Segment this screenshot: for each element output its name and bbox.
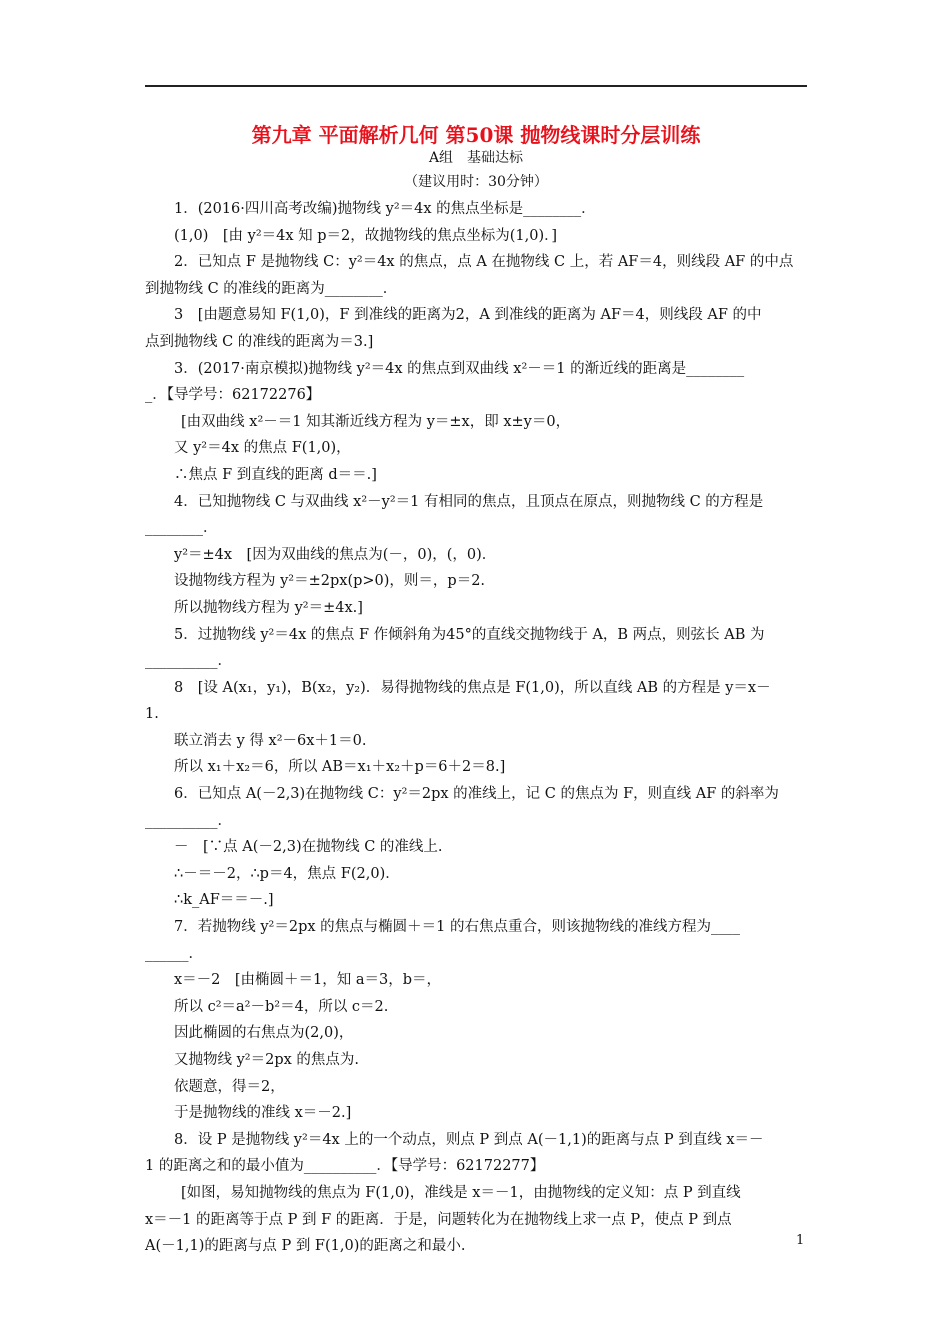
page-title: 第九章 平面解析几何 第50课 抛物线课时分层训练 <box>251 123 701 147</box>
q2-text: 2．已知点 F 是抛物线 C：y²＝4x 的焦点，点 A 在抛物线 C 上，若 AF＝4，则线段 AF 的中点 <box>174 254 794 271</box>
q3-answer: [由双曲线 x²－＝1 知其渐近线方程为 y＝±x，即 x±y＝0， <box>181 413 571 430</box>
q2-text-cont: 到抛物线 C 的准线的距离为________． <box>145 280 398 297</box>
q6-answer-line3: ∴k_AF＝＝－.] <box>174 892 274 909</box>
page-number: 1 <box>796 1233 805 1248</box>
q3-answer-line2: 又 y²＝4x 的焦点 F(1,0)， <box>174 440 351 457</box>
q4-answer: y²＝±4x [因为双曲线的焦点为(－，0)，(，0)． <box>174 546 497 563</box>
q7-answer-line2: 所以 c²＝a²－b²＝4，所以 c＝2. <box>174 998 389 1015</box>
q7-answer-line4: 又抛物线 y²＝2px 的焦点为. <box>174 1052 360 1068</box>
q4-answer-line3: 所以抛物线方程为 y²＝±4x.] <box>174 599 363 616</box>
q1-answer: (1,0) [由 y²＝4x 知 p＝2，故抛物线的焦点坐标为(1,0)．] <box>174 227 558 244</box>
q1-text: 1．(2016·四川高考改编)抛物线 y²＝4x 的焦点坐标是________． <box>174 201 596 217</box>
q5-answer: 8 [设 A(x₁，y₁)，B(x₂，y₂)．易得抛物线的焦点是 F(1,0)，所以直线 AB 的方程是 y＝x－ <box>174 679 771 696</box>
q7-answer: x＝－2 [由椭圆＋＝1，知 a＝3，b＝， <box>174 972 442 989</box>
q7-answer-line5: 依题意，得＝2， <box>174 1078 285 1095</box>
q7-answer-line3: 因此椭圆的右焦点为(2,0)， <box>174 1025 354 1042</box>
q6-text: 6．已知点 A(－2,3)在抛物线 C：y²＝2px 的准线上，记 C 的焦点为 F，则直线 AF 的斜率为 <box>174 786 779 803</box>
q7-answer-line6: 于是抛物线的准线 x＝－2.] <box>174 1105 352 1122</box>
q8-answer-cont2: A(－1,1)的距离与点 P 到 F(1,0)的距离之和最小. <box>145 1238 466 1255</box>
q2-answer-cont: 点到抛物线 C 的准线的距离为＝3.] <box>145 333 374 350</box>
q7-text: 7．若抛物线 y²＝2px 的焦点与椭圆＋＝1 的右焦点重合，则该抛物线的准线方程为____ <box>174 919 740 936</box>
q3-text: 3．(2017·南京模拟)抛物线 y²＝4x 的焦点到双曲线 x²－＝1 的渐近线的距离是________ <box>174 360 745 377</box>
q7-text-cont: ______． <box>145 945 203 962</box>
q5-answer-line3: 所以 x₁＋x₂＝6，所以 AB＝x₁＋x₂＋p＝6＋2＝8.] <box>174 759 506 776</box>
exercise-body <box>145 196 807 1260</box>
q5-answer-cont: 1. <box>145 706 159 723</box>
q8-answer-cont: x＝－1 的距离等于点 P 到 F 的距离．于是，问题转化为在抛物线上求一点 P，使点 P 到点 <box>145 1211 732 1228</box>
time-hint: （建议用时：30分钟） <box>404 174 548 190</box>
top-rule <box>145 85 807 87</box>
q5-text: 5．过抛物线 y²＝4x 的焦点 F 作倾斜角为45°的直线交抛物线于 A，B 两点，则弦长 AB 为 <box>174 626 765 643</box>
q5-text-cont: __________． <box>145 653 232 670</box>
q4-text: 4．已知抛物线 C 与双曲线 x²－y²＝1 有相同的焦点，且顶点在原点，则抛物线 C 的方程是 <box>174 493 764 510</box>
q3-text-cont: _．【导学号：62172276】 <box>145 387 321 404</box>
q6-text-cont: __________． <box>145 812 232 829</box>
q6-answer-line2: ∴－＝－2，∴p＝4，焦点 F(2,0)． <box>174 865 400 882</box>
q3-answer-line3: ∴焦点 F 到直线的距离 d＝＝.] <box>174 466 377 483</box>
q8-answer: [如图，易知抛物线的焦点为 F(1,0)，准线是 x＝－1，由抛物线的定义知：点 P 到直线 <box>181 1184 741 1201</box>
q8-text-cont: 1 的距离之和的最小值为__________．【导学号：62172277】 <box>145 1158 545 1175</box>
q2-answer: 3 [由题意易知 F(1,0)，F 到准线的距离为2，A 到准线的距离为 AF＝4，则线段 AF 的中 <box>174 307 762 324</box>
q6-answer: － [∵点 A(－2,3)在抛物线 C 的准线上. <box>174 839 443 856</box>
group-label: A组 基础达标 <box>428 150 524 166</box>
q4-text-cont: ________． <box>145 520 218 537</box>
q8-text: 8．设 P 是抛物线 y²＝4x 上的一个动点，则点 P 到点 A(－1,1)的距离与点 P 到直线 x＝－ <box>174 1131 764 1148</box>
q4-answer-line2: 设抛物线方程为 y²＝±2px(p>0)，则＝，p＝2. <box>174 573 486 590</box>
q5-answer-line2: 联立消去 y 得 x²－6x＋1＝0. <box>174 732 367 749</box>
